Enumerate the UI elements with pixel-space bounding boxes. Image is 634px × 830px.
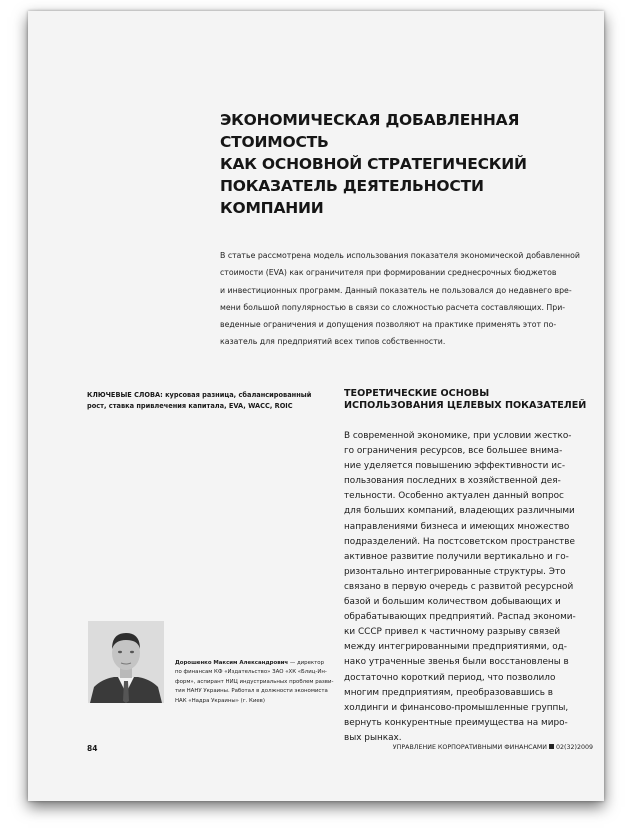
title-line: ПОКАЗАТЕЛЬ ДЕЯТЕЛЬНОСТИ КОМПАНИИ [220, 177, 484, 217]
issue-number: 02(32)2009 [556, 744, 593, 751]
author-photo [88, 621, 164, 703]
keywords [87, 390, 347, 412]
body-line: направлениями бизнеса и имеющих множество [344, 521, 570, 532]
abstract-line: мени большой популярностью в связи со сложностью расчета составляющих. При- [220, 302, 566, 312]
body-line: базой и большим количеством добывающих и [344, 597, 561, 608]
body-line: ние уделяется повышению эффективности ис- [344, 461, 566, 472]
author-portrait-image [88, 621, 164, 703]
body-line: го ограничения ресурсов, все большее внима- [344, 446, 563, 457]
body-line: пользования последних в хозяйственной дея- [344, 476, 561, 487]
keywords-line: рост, ставка привлечения капитала, EVA, WACC, ROIC [87, 402, 293, 410]
page-number: 84 [87, 744, 98, 753]
title-line: КАК ОСНОВНОЙ СТРАТЕГИЧЕСКИЙ [220, 155, 527, 173]
abstract-line: стоимости (EVA) как ограничителя при формировании среднесрочных бюджетов [220, 268, 557, 278]
body-line: В современной экономике, при условии жестко- [344, 431, 572, 441]
bio-line [175, 659, 350, 668]
author-name: Дорошенко Максим Александрович [175, 660, 289, 666]
abstract-line: и инвестиционных программ. Данный показатель не пользовался до недавнего вре- [220, 285, 572, 295]
article-abstract [220, 247, 592, 351]
bio-line: по финансам КФ «Издательство» ЗАО «ХК «Блиц-Ин- [175, 669, 327, 676]
body-line: активное развитие получили вертикально и го- [344, 551, 569, 562]
title-line: ЭКОНОМИЧЕСКАЯ ДОБАВЛЕННАЯ СТОИМОСТЬ [220, 111, 520, 151]
square-bullet-icon [549, 744, 554, 749]
bio-line: тия НАНУ Украины. Работал в должности экономиста [175, 688, 328, 695]
abstract-line: В статье рассмотрена модель использования показателя экономической добавленной [220, 251, 580, 260]
body-line: холдинги и финансово-промышленные группы, [344, 702, 569, 713]
body-line: обрабатывающих предприятий. Распад экономи- [344, 612, 576, 623]
body-line: связано в первую очередь с развитой ресурсной [344, 581, 574, 592]
body-line: многим предприятиям, преобразовавшись в [344, 687, 554, 698]
body-line: между интегрированными предприятиями, од- [344, 642, 567, 653]
bio-line: форм», аспирант НИЦ индустриальных проблем разви- [175, 678, 334, 685]
section-heading-line: ИСПОЛЬЗОВАНИЯ ЦЕЛЕВЫХ ПОКАЗАТЕЛЕЙ [344, 400, 587, 411]
keywords-line: КЛЮЧЕВЫЕ СЛОВА: курсовая разница, сбалансированный [87, 391, 312, 399]
abstract-line: веденные ограничения и допущения позволяют на практике применять этот по- [220, 320, 557, 330]
body-line: ки СССР привел к частичному разрыву связей [344, 627, 561, 638]
section-heading [344, 388, 604, 412]
journal-name: УПРАВЛЕНИЕ КОРПОРАТИВНЫМИ ФИНАНСАМИ [392, 744, 548, 751]
abstract-line: казатель для предприятий всех типов собственности. [220, 337, 446, 347]
body-line: тельности. Особенно актуален данный вопрос [344, 491, 564, 502]
author-bio [175, 659, 350, 706]
body-line: для больших компаний, владеющих различными [344, 506, 575, 517]
body-line: ризонтально интегрированные структуры. Это [344, 566, 566, 577]
body-line: достаточно короткий период, что позволило [344, 672, 556, 683]
bio-line-first: — директор [288, 660, 325, 666]
body-line: нако утраченные звенья были восстановлены в [344, 657, 569, 668]
body-line: вернуть конкурентные преимущества на миро- [344, 717, 568, 728]
section-heading-line: ТЕОРЕТИЧЕСКИЕ ОСНОВЫ [344, 388, 490, 399]
body-line: вых рынках. [344, 732, 402, 743]
article-title [220, 109, 590, 219]
bio-line: НАК «Надра Украины» (г. Киев) [175, 697, 265, 704]
journal-page [28, 11, 604, 801]
article-body [344, 429, 606, 746]
body-line: подразделений. На постсоветском пространстве [344, 536, 575, 547]
journal-footer [368, 744, 593, 751]
